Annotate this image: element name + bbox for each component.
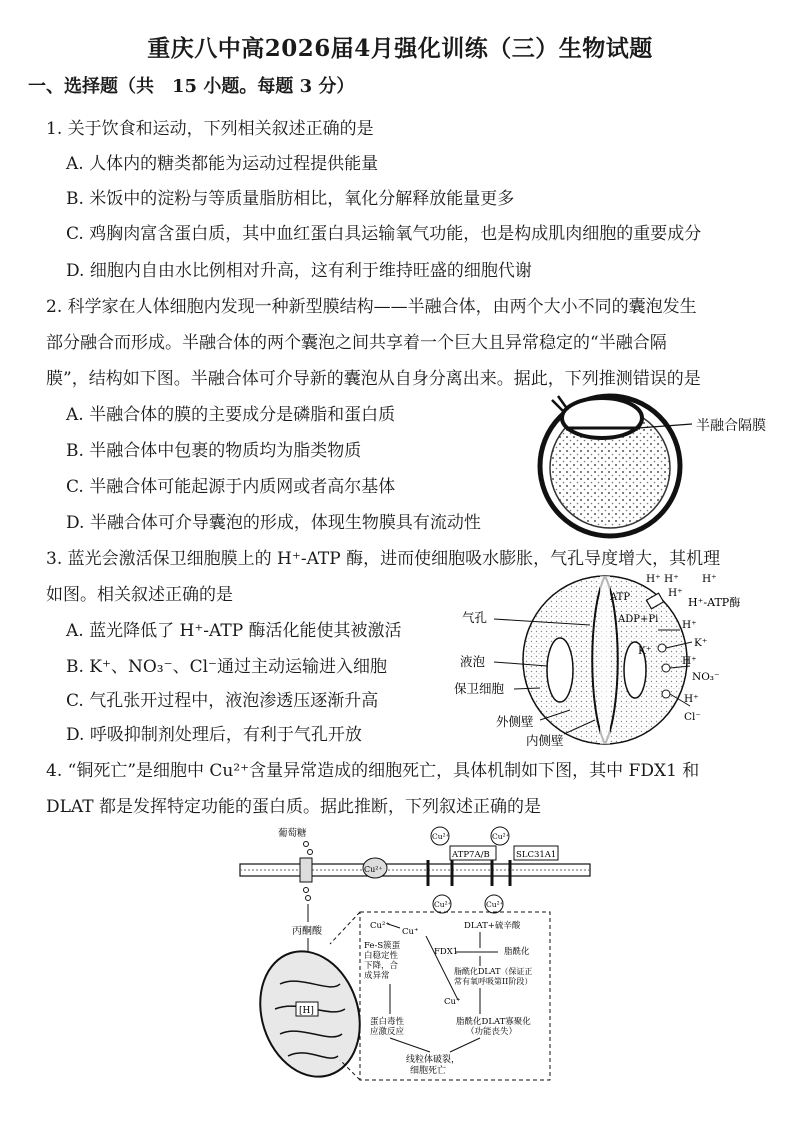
question-3-option-a: A. 蓝光降低了 H⁺-ATP 酶活化能使其被激活 bbox=[66, 621, 402, 641]
h-ions-top-3: H⁺ bbox=[668, 587, 683, 599]
h-ion-mid: H⁺ bbox=[682, 619, 697, 631]
aggregation-line-1: 脂酰化DLAT寡聚化 bbox=[456, 1017, 531, 1027]
question-1-option-b: B. 米饭中的淀粉与等质量脂肪相比，氧化分解释放能量更多 bbox=[66, 189, 515, 209]
hemifusome-figure bbox=[530, 386, 790, 544]
lipo-dlat-line-2: 常有氧呼吸第II阶段） bbox=[454, 977, 533, 986]
stress-line-2: 应激反应 bbox=[370, 1027, 405, 1037]
h-atpase-label: H⁺-ATP酶 bbox=[688, 596, 741, 609]
vacuole-left bbox=[547, 638, 573, 702]
lipoylation-label: 脂酰化 bbox=[504, 947, 530, 957]
cuproptosis-figure bbox=[230, 824, 600, 1086]
death-line-2: 细胞死亡 bbox=[410, 1066, 447, 1076]
question-2-option-c: C. 半融合体可能起源于内质网或者高尔基体 bbox=[66, 477, 396, 497]
cu-plus-label: Cu⁺ bbox=[402, 927, 419, 937]
cu-plus-2-label: Cu⁺ bbox=[444, 997, 461, 1007]
dlat-lipoic-label: DLAT+硫辛酸 bbox=[464, 921, 521, 931]
cu2-top-b: Cu²⁺ bbox=[492, 832, 510, 841]
question-1-option-c: C. 鸡胸肉富含蛋白质，其中血红蛋白具运输氧气功能，也是构成肌肉细胞的重要成分 bbox=[66, 224, 702, 244]
small-vesicle bbox=[562, 398, 642, 438]
guard-cell-label: 保卫细胞 bbox=[454, 681, 505, 696]
question-3-stem-line-2: 如图。相关叙述正确的是 bbox=[46, 585, 233, 605]
cl-ion: Cl⁻ bbox=[684, 711, 701, 723]
question-2-option-d: D. 半融合体可介导囊泡的形成，体现生物膜具有流动性 bbox=[66, 513, 481, 533]
question-3-option-b: B. K⁺、NO₃⁻、Cl⁻通过主动运输进入细胞 bbox=[66, 657, 387, 677]
question-4-stem-line-2: DLAT 都是发挥特定功能的蛋白质。据此推断，下列叙述正确的是 bbox=[46, 797, 542, 817]
h-ion-no3: H⁺ bbox=[682, 655, 697, 667]
fes-line-2: 白稳定性 bbox=[364, 951, 399, 961]
inner-wall-label: 内侧壁 bbox=[526, 733, 564, 748]
vacuole-label: 液泡 bbox=[460, 654, 486, 669]
nadh-label: [H] bbox=[299, 1006, 314, 1016]
h-ions-top-1: H⁺ H⁺ bbox=[646, 573, 679, 585]
fes-line-4: 成异常 bbox=[364, 971, 390, 981]
cu2-bottom-d: Cu²⁺ bbox=[486, 900, 504, 909]
h-ions-top-2: H⁺ bbox=[702, 573, 717, 585]
hemifusion-diaphragm-label: 半融合隔膜 bbox=[696, 418, 766, 434]
question-1-option-d: D. 细胞内自由水比例相对升高，这有利于维持旺盛的细胞代谢 bbox=[66, 261, 532, 281]
fdx1-label: FDX1 bbox=[434, 947, 459, 957]
question-2-option-b: B. 半融合体中包裹的物质均为脂类物质 bbox=[66, 441, 362, 461]
question-3-stem-line-1: 3. 蓝光会激活保卫细胞膜上的 H⁺-ATP 酶，进而使细胞吸水膨胀，气孔导度增大，其机理 bbox=[46, 549, 721, 569]
question-2-stem-line-2: 部分融合而形成。半融合体的两个囊泡之间共享着一个巨大且异常稳定的“半融合隔 bbox=[46, 333, 667, 353]
cu2-bottom-c: Cu²⁺ bbox=[434, 900, 452, 909]
outer-wall-label: 外侧壁 bbox=[496, 714, 534, 729]
exam-title: 重庆八中高2026届4月强化训练（三）生物试题 bbox=[147, 35, 653, 62]
question-2-stem-line-1: 2. 科学家在人体细胞内发现一种新型膜结构——半融合体，由两个大小不同的囊泡发生 bbox=[46, 297, 697, 317]
adp-label: ADP+Pi bbox=[618, 614, 659, 625]
pyruvate-label: 丙酮酸 bbox=[292, 926, 322, 937]
question-3-option-c: C. 气孔张开过程中，液泡渗透压逐渐升高 bbox=[66, 691, 379, 711]
fes-line-3: 下降，合 bbox=[364, 961, 399, 971]
guard-cell-figure bbox=[440, 570, 795, 750]
atp7ab-label: ATP7A/B bbox=[452, 850, 490, 860]
question-3-option-d: D. 呼吸抑制剂处理后，有利于气孔开放 bbox=[66, 725, 362, 745]
glucose-label: 葡萄糖 bbox=[278, 828, 307, 839]
cu2-inside-label: Cu²⁺ bbox=[370, 921, 390, 931]
question-1-option-a: A. 人体内的糖类都能为运动过程提供能量 bbox=[66, 154, 379, 174]
k-ion-outside: K⁺ bbox=[694, 637, 708, 649]
k-ion-inside: K⁺ bbox=[638, 645, 652, 657]
aggregation-line-2: （功能丧失） bbox=[466, 1027, 518, 1037]
question-2-option-a: A. 半融合体的膜的主要成分是磷脂和蛋白质 bbox=[66, 405, 396, 425]
section-heading: 一、选择题（共 15 小题。每题 3 分） bbox=[28, 76, 355, 97]
question-1-stem: 1. 关于饮食和运动，下列相关叙述正确的是 bbox=[46, 119, 374, 139]
stress-line-1: 蛋白毒性 bbox=[370, 1017, 405, 1027]
cu2-channel-label: Cu²⁺ bbox=[364, 865, 383, 874]
fes-line-1: Fe-S簇蛋 bbox=[364, 941, 401, 951]
question-4-stem-line-1: 4. “铜死亡”是细胞中 Cu²⁺含量异常造成的细胞死亡，具体机制如下图，其中 FDX1 和 bbox=[46, 761, 700, 781]
h-ion-cl: H⁺ bbox=[684, 693, 699, 705]
atp-label: ATP bbox=[610, 592, 631, 603]
death-line-1: 线粒体破裂， bbox=[406, 1055, 461, 1065]
cu2-top-a: Cu²⁺ bbox=[432, 832, 450, 841]
stoma-label: 气孔 bbox=[462, 610, 488, 625]
slc31a1-label: SLC31A1 bbox=[516, 850, 557, 860]
question-2-stem-line-3: 膜”，结构如下图。半融合体可介导新的囊泡从自身分离出来。据此，下列推测错误的是 bbox=[46, 369, 701, 389]
lipo-dlat-line-1: 脂酰化DLAT（保证正 bbox=[454, 967, 533, 976]
no3-ion: NO₃⁻ bbox=[692, 671, 720, 683]
